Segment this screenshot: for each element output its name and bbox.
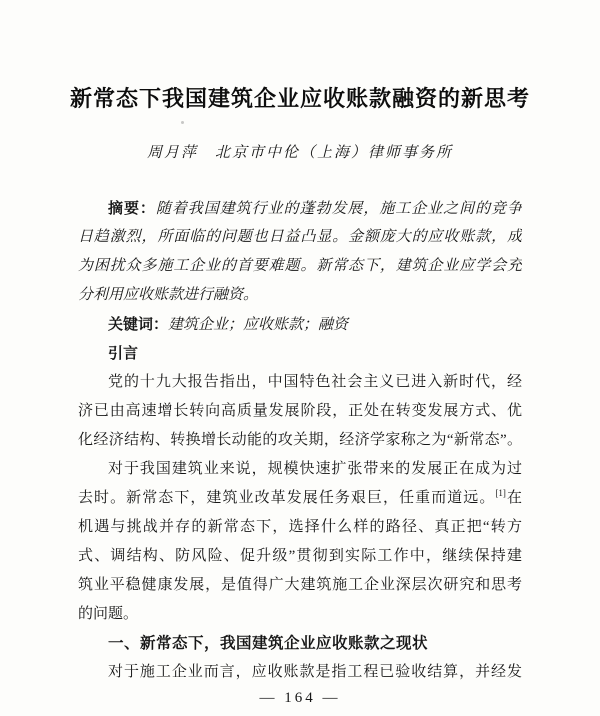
bold-label: 引言 <box>108 345 139 362</box>
author-line: 周月萍 北京市中伦（上海）律师事务所 <box>146 145 453 161</box>
bold-label: 关键词： <box>108 316 169 333</box>
text-line <box>78 658 522 687</box>
text-line <box>78 281 522 310</box>
text-segment: 在 <box>505 490 522 506</box>
text-segment: 随着我国建筑行业的蓬勃发展，施工企业之间的竞争 <box>155 201 522 217</box>
text-segment: 机遇与挑战并存的新常态下，选择什么样的路径、真正把“转方 <box>78 519 522 535</box>
text-line <box>78 426 522 455</box>
text-line <box>78 223 522 252</box>
text-segment: 分利用应收账款进行融资。 <box>78 287 259 303</box>
text-line <box>78 542 522 571</box>
text-segment: 对于我国建筑业来说，规模快速扩张带来的发展正在成为过 <box>108 461 522 477</box>
text-line <box>78 194 522 223</box>
text-line <box>78 513 522 542</box>
text-segment: 化经济结构、转换增长动能的攻关期，经济学家称之为“新常态”。 <box>78 432 522 448</box>
text-line <box>78 310 522 339</box>
text-line <box>78 600 522 629</box>
text-line <box>78 397 522 426</box>
paper-title: 新常态下我国建筑企业应收账款融资的新思考 <box>69 86 530 111</box>
text-line <box>78 252 522 281</box>
text-line <box>78 339 522 368</box>
text-segment: 为困扰众多施工企业的首要难题。新常态下，建筑企业应学会充 <box>78 258 522 274</box>
scan-speck <box>181 121 184 124</box>
text-segment: 日趋激烈，所面临的问题也日益凸显。金额庞大的应收账款，成 <box>78 229 522 245</box>
text-line <box>78 368 522 397</box>
text-segment: 去时。新常态下，建筑业改革发展任务艰巨，任重而道远。 <box>78 490 496 506</box>
text-line <box>78 571 522 600</box>
section-heading <box>78 629 522 658</box>
text-segment: 的问题。 <box>78 606 139 622</box>
text-segment: 筑业平稳健康发展，是值得广大建筑施工企业深层次研究和思考 <box>78 577 522 593</box>
text-line <box>78 484 522 513</box>
bold-label: 一、新常态下，我国建筑企业应收账款之现状 <box>108 635 429 652</box>
text-segment: 建筑企业；应收账款；融资 <box>168 317 349 333</box>
text-segment: 对于施工企业而言，应收账款是指工程已验收结算，并经发 <box>108 664 522 680</box>
text-segment: 济已由高速增长转向高质量发展阶段，正处在转变发展方式、优 <box>78 403 522 419</box>
page-number: — 164 — <box>259 690 341 706</box>
footnote-ref: [1] <box>495 488 506 498</box>
bold-label: 摘要： <box>108 200 156 217</box>
body-text <box>0 194 600 687</box>
text-segment: 式、调结构、防风险、促升级”贯彻到实际工作中，继续保持建 <box>78 548 522 564</box>
text-segment: 党的十九大报告指出，中国特色社会主义已进入新时代，经 <box>108 374 522 390</box>
text-line <box>78 455 522 484</box>
